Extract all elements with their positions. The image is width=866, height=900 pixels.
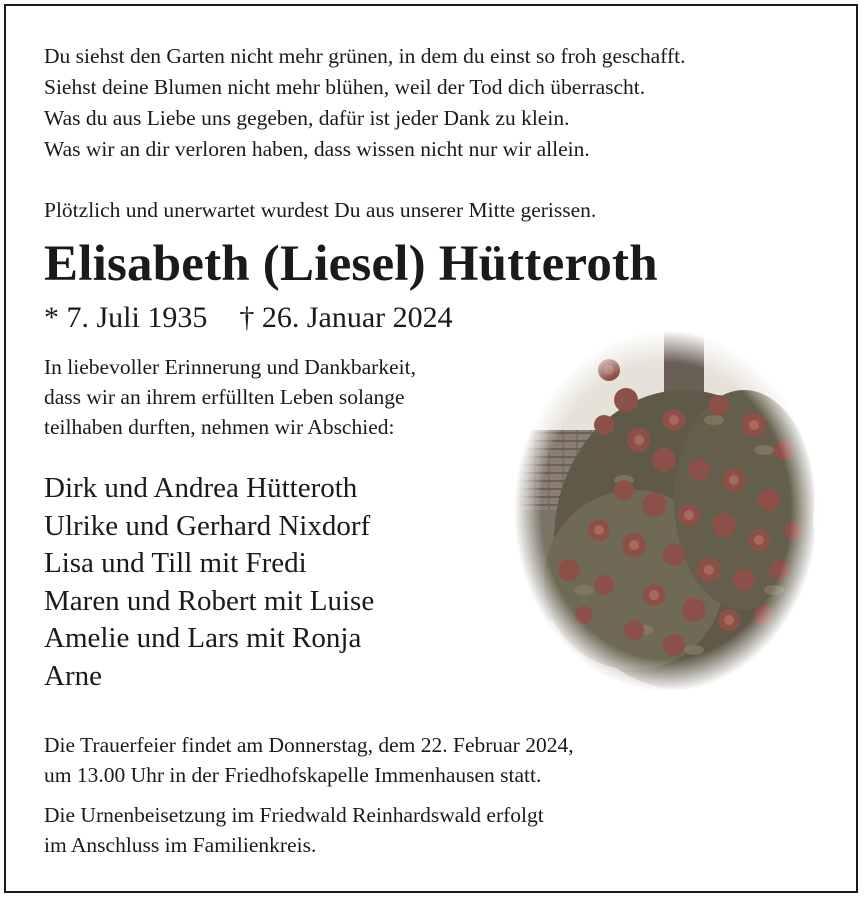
birth-date: * 7. Juli 1935: [44, 301, 208, 334]
funeral-service-info: [44, 730, 574, 790]
poem-line: Siehst deine Blumen nicht mehr blühen, weil der Tod dich überrascht.: [44, 75, 646, 99]
mourners-list: [44, 470, 374, 695]
burial-info: [44, 800, 544, 860]
mourner-name: Arne: [44, 659, 102, 692]
rose-bush-photo: [514, 330, 818, 692]
burial-line: Die Urnenbeisetzung im Friedwald Reinhardswald erfolgt: [44, 803, 544, 827]
mourner-name: Dirk und Andrea Hütteroth: [44, 472, 358, 504]
life-dates: [44, 298, 453, 338]
memory-line: teilhaben durften, nehmen wir Abschied:: [44, 415, 395, 439]
mourner-name: Amelie und Lars mit Ronja: [44, 622, 362, 654]
memory-line: In liebevoller Erinnerung und Dankbarkeit,: [44, 355, 416, 379]
poem-line: Was wir an dir verloren haben, dass wissen nicht nur wir allein.: [44, 137, 590, 161]
poem-line: Du siehst den Garten nicht mehr grünen, in dem du einst so froh geschafft.: [44, 44, 686, 68]
mourner-name: Maren und Robert mit Luise: [44, 584, 375, 617]
mourner-name: Lisa und Till mit Fredi: [44, 547, 307, 579]
memory-text: [44, 352, 416, 442]
burial-line: im Anschluss im Familienkreis.: [44, 833, 317, 857]
death-date: † 26. Januar 2024: [239, 301, 453, 334]
memory-line: dass wir an ihrem erfüllten Leben solange: [44, 385, 405, 409]
mourner-name: Ulrike und Gerhard Nixdorf: [44, 509, 371, 542]
deceased-name: Elisabeth (Liesel) Hütteroth: [44, 236, 658, 292]
intro-text: Plötzlich und unerwartet wurdest Du aus unserer Mitte gerissen.: [44, 198, 597, 222]
poem-line: Was du aus Liebe uns gegeben, dafür ist jeder Dank zu klein.: [44, 106, 570, 130]
service-line: um 13.00 Uhr in der Friedhofskapelle Immenhausen statt.: [44, 763, 542, 787]
service-line: Die Trauerfeier findet am Donnerstag, dem 22. Februar 2024,: [44, 733, 574, 757]
poem-verse: [44, 41, 685, 165]
